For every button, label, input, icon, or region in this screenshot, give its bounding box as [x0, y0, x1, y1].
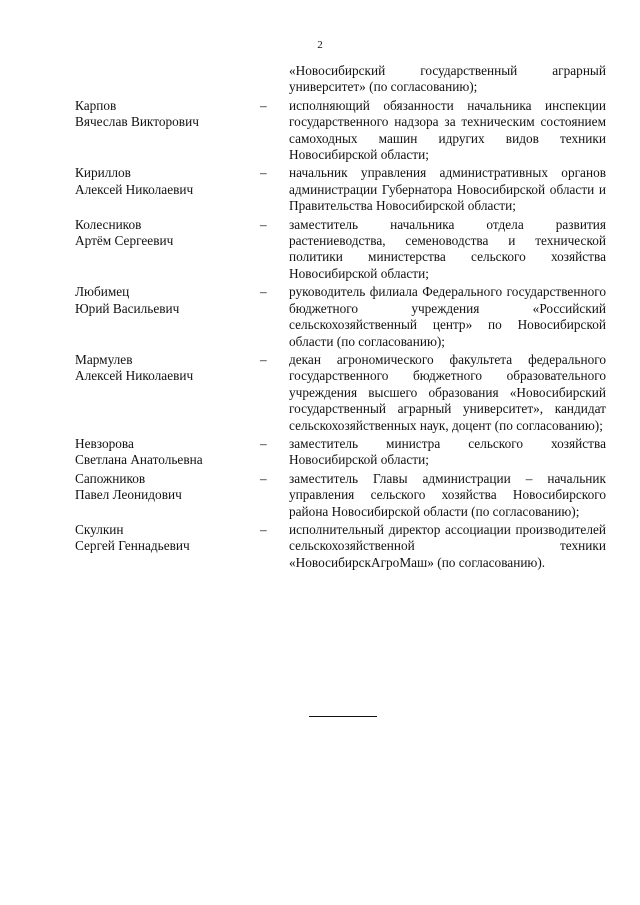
member-surname: Мармулев: [75, 351, 133, 367]
continued-position-text: «Новосибирский государственный аграрный университет» (по согласованию);: [289, 63, 606, 95]
member-entry: [0, 522, 640, 571]
member-given-names: Сергей Геннадьевич: [75, 538, 190, 554]
end-divider-line: [309, 716, 377, 717]
dash-separator: –: [260, 165, 267, 181]
page-number: 2: [317, 39, 323, 51]
member-surname: Сапожников: [75, 470, 146, 486]
member-entry: [0, 352, 640, 434]
member-name: [75, 98, 260, 131]
member-position: исполнительный директор ассоциации производителей сельскохозяйственной техники «НовосибирскАгроМаш» (по согласованию).: [289, 521, 606, 570]
member-position: заместитель начальника отдела развития растениеводства, семеноводства и технической политики министерства сельского хозяйства Новосибирской области;: [289, 216, 606, 281]
member-position: руководитель филиала Федерального государственного бюджетного учреждения «Российский сельскохозяйственный центр» по Новосибирской области (по согласованию);: [289, 284, 606, 349]
member-surname: Колесников: [75, 216, 142, 232]
member-given-names: Артём Сергеевич: [75, 233, 174, 249]
member-position: декан агрономического факультета федерального государственного бюджетного образовательного учреждения высшего образования «Новосибирский государственный аграрный университет», кандидат сельскохозяйственных наук, доцент (по согласованию);: [289, 351, 606, 433]
member-given-names: Вячеслав Викторович: [75, 114, 199, 130]
dash-separator: –: [260, 351, 267, 367]
member-position: начальник управления административных органов администрации Губернатора Новосибирской области и Правительства Новосибирской области;: [289, 165, 606, 214]
member-position: исполняющий обязанности начальника инспекции государственного надзора за техническим состоянием самоходных машин идругих видов техники Новосибирской области;: [289, 97, 606, 163]
member-entry: [0, 165, 640, 214]
member-entry: [0, 436, 640, 469]
member-surname: Карпов: [75, 97, 117, 113]
member-entry: [0, 217, 640, 283]
dash-separator: –: [260, 470, 267, 486]
member-given-names: Павел Леонидович: [75, 487, 182, 503]
dash-separator: –: [260, 97, 267, 113]
dash-separator: –: [260, 435, 267, 451]
member-name: [75, 217, 260, 250]
member-name: [75, 522, 260, 555]
member-name: [75, 284, 260, 317]
member-name: [75, 471, 260, 504]
member-name: [75, 352, 260, 385]
dash-separator: –: [260, 284, 267, 300]
member-name: [75, 436, 260, 469]
member-entry: [0, 98, 640, 164]
member-entry: [0, 284, 640, 350]
member-given-names: Юрий Васильевич: [75, 300, 180, 316]
member-surname: Кириллов: [75, 165, 131, 181]
dash-separator: –: [260, 216, 267, 232]
member-list: [0, 63, 640, 571]
member-surname: Скулкин: [75, 521, 124, 537]
member-position: заместитель Главы администрации – начальник управления сельского хозяйства Новосибирского района Новосибирской области (по согласованию);: [289, 470, 606, 519]
dash-separator: –: [260, 521, 267, 537]
member-name: [75, 165, 260, 198]
member-surname: Невзорова: [75, 435, 134, 451]
member-entry: [0, 471, 640, 520]
member-surname: Любимец: [75, 284, 130, 300]
member-position: заместитель министра сельского хозяйства Новосибирской области;: [289, 435, 606, 468]
member-given-names: Алексей Николаевич: [75, 368, 194, 384]
member-given-names: Алексей Николаевич: [75, 181, 194, 197]
member-given-names: Светлана Анатольевна: [75, 452, 203, 468]
